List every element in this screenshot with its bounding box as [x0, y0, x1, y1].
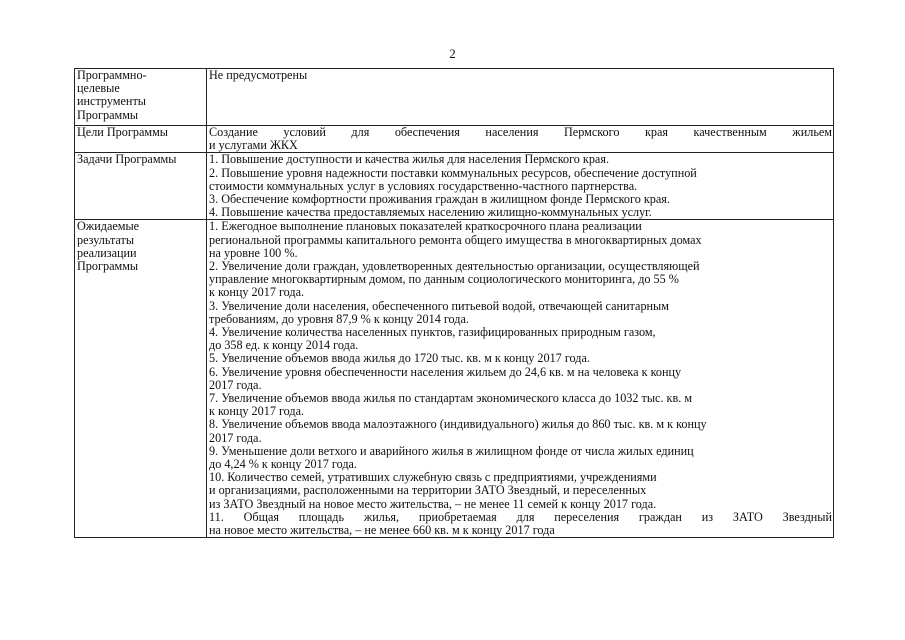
- row-program-tools: [75, 69, 834, 126]
- row-program-tasks: [75, 153, 834, 220]
- content-line: управление многоквартирным домом, по данным социологического мониторинга, до 55 %: [209, 272, 679, 287]
- content-line: 2017 года.: [209, 377, 262, 392]
- content-line: 4. Увеличение количества населенных пунктов, газифицированных природным газом,: [209, 325, 656, 340]
- page-number: 2: [449, 46, 456, 61]
- row-program-goals: [75, 126, 834, 153]
- label-line: Программы: [77, 107, 139, 122]
- content-line: к концу 2017 года.: [209, 285, 305, 300]
- content-line: 8. Увеличение объемов ввода малоэтажного (индивидуального) жилья до 860 тыс. кв. м к концу: [209, 417, 707, 432]
- content-line: и услугами ЖКХ: [209, 138, 298, 153]
- content-line: 2. Повышение уровня надежности поставки коммунальных ресурсов, обеспечение доступной: [209, 165, 697, 180]
- content-line: 3. Увеличение доли населения, обеспеченного питьевой водой, отвечающей санитарным: [209, 298, 669, 313]
- label-program-goals: [75, 126, 207, 153]
- label-line: Программы: [77, 259, 139, 274]
- content-line: стоимости коммунальных услуг в условиях государственно-частного партнерства.: [209, 178, 638, 193]
- content-line: 3. Обеспечение комфортности проживания граждан в жилищном фонде Пермского края.: [209, 192, 670, 207]
- content-line: на новое место жительства, – не менее 660 кв. м к концу 2017 года: [209, 523, 555, 538]
- program-passport-table: [74, 68, 834, 538]
- content-line: и организациями, расположенными на территории ЗАТО Звездный, и переселенных: [209, 483, 647, 498]
- content-line: до 4,24 % к концу 2017 года.: [209, 457, 357, 472]
- content-program-tasks: [207, 153, 834, 220]
- content-line: 4. Повышение качества предоставляемых населению жилищно-коммунальных услуг.: [209, 205, 652, 220]
- content-line: 7. Увеличение объемов ввода жилья по стандартам экономического класса до 1032 тыс. кв. м: [209, 391, 693, 406]
- content-line: 10. Количество семей, утративших служебную связь с предприятиями, учреждениями: [209, 470, 657, 485]
- content-line: на уровне 100 %.: [209, 245, 298, 260]
- content-line: 11. Общая площадь жилья, приобретаемая для переселения граждан из ЗАТО Звездный: [209, 509, 832, 524]
- content-line: 2. Увеличение доли граждан, удовлетворенных деятельностью организации, осуществляющей: [209, 259, 700, 274]
- label-line: Ожидаемые: [77, 219, 140, 234]
- label-line: Программно-: [77, 68, 147, 82]
- label-line: инструменты: [77, 94, 146, 109]
- content-expected-results: [207, 220, 834, 538]
- label-program-tasks: [75, 153, 207, 220]
- label-expected-results: [75, 220, 207, 538]
- label-line: Цели Программы: [77, 125, 168, 139]
- content-line: 5. Увеличение объемов ввода жилья до 1720 тыс. кв. м к концу 2017 года.: [209, 351, 590, 366]
- content-line: Не предусмотрены: [209, 68, 308, 82]
- content-program-goals: [207, 126, 834, 153]
- row-expected-results: [75, 220, 834, 538]
- content-line: 9. Уменьшение доли ветхого и аварийного жилья в жилищном фонде от числа жилых единиц: [209, 443, 694, 458]
- content-line: 1. Повышение доступности и качества жилья для населения Пермского края.: [209, 152, 609, 167]
- content-line: 2017 года.: [209, 430, 262, 445]
- content-line: 6. Увеличение уровня обеспеченности населения жильем до 24,6 кв. м на человека к концу: [209, 364, 682, 379]
- label-line: Задачи Программы: [77, 152, 177, 167]
- label-line: реализации: [77, 245, 137, 260]
- label-line: целевые: [77, 81, 120, 96]
- content-line: из ЗАТО Звездный на новое место жительства, – не менее 11 семей к концу 2017 года.: [209, 496, 657, 511]
- content-program-tools: [207, 69, 834, 126]
- content-line: Создание условий для обеспечения населения Пермского края качественным жильем: [209, 125, 832, 139]
- content-line: требованиям, до уровня 87,9 % к концу 2014 года.: [209, 311, 469, 326]
- label-line: результаты: [77, 232, 135, 247]
- label-program-tools: [75, 69, 207, 126]
- content-line: к концу 2017 года.: [209, 404, 305, 419]
- content-line: до 358 ед. к концу 2014 года.: [209, 338, 359, 353]
- content-line: региональной программы капитального ремонта общего имущества в многоквартирных домах: [209, 232, 702, 247]
- content-line: 1. Ежегодное выполнение плановых показателей краткосрочного плана реализации: [209, 219, 642, 234]
